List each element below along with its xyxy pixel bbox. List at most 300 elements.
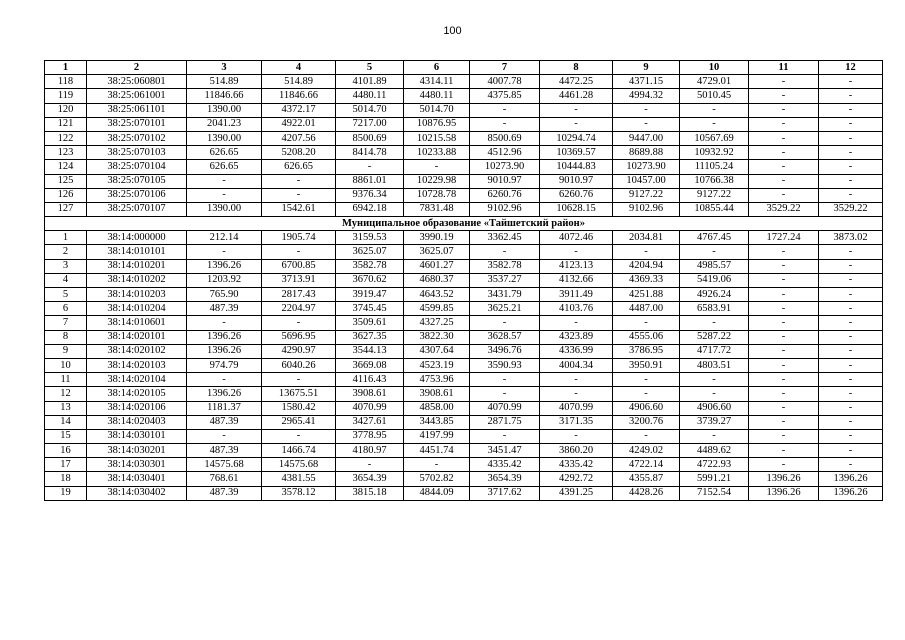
table-cell: - bbox=[749, 444, 819, 458]
table-row bbox=[45, 245, 883, 259]
table-cell: 3431.79 bbox=[470, 288, 540, 302]
table-cell: 1396.26 bbox=[749, 472, 819, 486]
table-cell: 15 bbox=[45, 429, 87, 443]
table-cell: 3911.49 bbox=[540, 288, 613, 302]
table-cell: - bbox=[819, 401, 883, 415]
table-cell: - bbox=[819, 358, 883, 372]
table-row bbox=[45, 103, 883, 117]
table-cell: 38:14:020403 bbox=[87, 415, 187, 429]
table-cell: - bbox=[262, 188, 336, 202]
table-cell: - bbox=[187, 316, 262, 330]
table-cell: 38:25:070107 bbox=[87, 202, 187, 216]
table-cell: 3578.12 bbox=[262, 486, 336, 500]
table-cell: - bbox=[749, 245, 819, 259]
table-cell: 4523.19 bbox=[404, 358, 470, 372]
table-cell: 1390.00 bbox=[187, 202, 262, 216]
table-cell: 3786.95 bbox=[613, 344, 680, 358]
table-cell: 8689.88 bbox=[613, 146, 680, 160]
table-cell: - bbox=[540, 387, 613, 401]
table-cell: 38:14:010204 bbox=[87, 302, 187, 316]
table-cell: - bbox=[680, 316, 749, 330]
table-cell: 4803.51 bbox=[680, 358, 749, 372]
table-cell: 2204.97 bbox=[262, 302, 336, 316]
table-cell: 4906.60 bbox=[613, 401, 680, 415]
table-cell: - bbox=[613, 316, 680, 330]
table-cell: 2041.23 bbox=[187, 117, 262, 131]
table-cell: - bbox=[749, 174, 819, 188]
table-cell: 5702.82 bbox=[404, 472, 470, 486]
table-cell: 4480.11 bbox=[336, 89, 404, 103]
table-cell: - bbox=[749, 302, 819, 316]
table-cell: 4480.11 bbox=[404, 89, 470, 103]
table-cell: - bbox=[540, 373, 613, 387]
table-cell: - bbox=[749, 75, 819, 89]
table-cell: 5 bbox=[45, 288, 87, 302]
column-header-5: 5 bbox=[336, 61, 404, 75]
table-cell: 3362.45 bbox=[470, 231, 540, 245]
table-cell: 4643.52 bbox=[404, 288, 470, 302]
table-cell: 4336.99 bbox=[540, 344, 613, 358]
table-cell: 4487.00 bbox=[613, 302, 680, 316]
table-cell: - bbox=[187, 429, 262, 443]
table-row bbox=[45, 89, 883, 103]
table-cell: - bbox=[819, 259, 883, 273]
table-cell: 4004.34 bbox=[540, 358, 613, 372]
table-cell: 38:14:010101 bbox=[87, 245, 187, 259]
table-cell: 4906.60 bbox=[680, 401, 749, 415]
table-cell: 1 bbox=[45, 231, 87, 245]
table-cell: 4722.14 bbox=[613, 458, 680, 472]
table-row bbox=[45, 344, 883, 358]
table-cell: 38:25:061001 bbox=[87, 89, 187, 103]
table-cell: 10444.83 bbox=[540, 160, 613, 174]
table-row bbox=[45, 188, 883, 202]
table-cell: 38:14:010202 bbox=[87, 273, 187, 287]
table-cell: - bbox=[680, 373, 749, 387]
table-cell: 38:25:070102 bbox=[87, 131, 187, 145]
table-cell: 3908.61 bbox=[336, 387, 404, 401]
table-cell: - bbox=[819, 160, 883, 174]
table-cell: 4 bbox=[45, 273, 87, 287]
table-cell: 4858.00 bbox=[404, 401, 470, 415]
table-cell: 3717.62 bbox=[470, 486, 540, 500]
table-cell: 5010.45 bbox=[680, 89, 749, 103]
table-cell: 1396.26 bbox=[187, 330, 262, 344]
table-cell: 38:25:070101 bbox=[87, 117, 187, 131]
table-cell: 6260.76 bbox=[540, 188, 613, 202]
table-cell: 38:14:010201 bbox=[87, 259, 187, 273]
table-cell: 11 bbox=[45, 373, 87, 387]
table-cell: - bbox=[680, 429, 749, 443]
column-header-6: 6 bbox=[404, 61, 470, 75]
table-cell: 487.39 bbox=[187, 302, 262, 316]
table-cell: 118 bbox=[45, 75, 87, 89]
table-cell: 5014.70 bbox=[404, 103, 470, 117]
table-row bbox=[45, 146, 883, 160]
table-cell: 19 bbox=[45, 486, 87, 500]
table-cell: 38:14:030201 bbox=[87, 444, 187, 458]
table-cell: 1466.74 bbox=[262, 444, 336, 458]
table-cell: - bbox=[819, 387, 883, 401]
table-cell: 38:14:010203 bbox=[87, 288, 187, 302]
table-cell: - bbox=[540, 117, 613, 131]
table-cell: 6040.26 bbox=[262, 358, 336, 372]
table-cell: 3443.85 bbox=[404, 415, 470, 429]
table-cell: 487.39 bbox=[187, 444, 262, 458]
table-cell: 12 bbox=[45, 387, 87, 401]
table-cell: 3950.91 bbox=[613, 358, 680, 372]
table-cell: 8861.01 bbox=[336, 174, 404, 188]
table-cell: 4381.55 bbox=[262, 472, 336, 486]
table-cell: 4926.24 bbox=[680, 288, 749, 302]
table-cell: 4391.25 bbox=[540, 486, 613, 500]
table-cell: 3628.57 bbox=[470, 330, 540, 344]
table-cell: 125 bbox=[45, 174, 87, 188]
table-cell: 4451.74 bbox=[404, 444, 470, 458]
table-cell: - bbox=[613, 117, 680, 131]
table-cell: 1396.26 bbox=[187, 344, 262, 358]
column-header-1: 1 bbox=[45, 61, 87, 75]
table-cell: - bbox=[749, 387, 819, 401]
column-header-9: 9 bbox=[613, 61, 680, 75]
table-cell: 10457.00 bbox=[613, 174, 680, 188]
table-cell: - bbox=[749, 316, 819, 330]
table-cell: 3873.02 bbox=[819, 231, 883, 245]
table-cell: 127 bbox=[45, 202, 87, 216]
table-cell: - bbox=[819, 302, 883, 316]
table-cell: 3919.47 bbox=[336, 288, 404, 302]
table-cell: - bbox=[470, 429, 540, 443]
table-cell: 10932.92 bbox=[680, 146, 749, 160]
table-cell: 3745.45 bbox=[336, 302, 404, 316]
table-cell: 2 bbox=[45, 245, 87, 259]
table-cell: 3427.61 bbox=[336, 415, 404, 429]
table-cell: 3778.95 bbox=[336, 429, 404, 443]
table-row bbox=[45, 401, 883, 415]
table-cell: 6700.85 bbox=[262, 259, 336, 273]
table-cell: 6942.18 bbox=[336, 202, 404, 216]
table-cell: - bbox=[680, 387, 749, 401]
table-cell: 4290.97 bbox=[262, 344, 336, 358]
table-cell: - bbox=[404, 458, 470, 472]
table-row bbox=[45, 387, 883, 401]
table-cell: 4007.78 bbox=[470, 75, 540, 89]
table-cell: 2965.41 bbox=[262, 415, 336, 429]
table-cell: - bbox=[819, 174, 883, 188]
table-cell: 3654.39 bbox=[470, 472, 540, 486]
table-cell: - bbox=[819, 75, 883, 89]
table-cell: 10 bbox=[45, 358, 87, 372]
table-row bbox=[45, 259, 883, 273]
table-cell: 3 bbox=[45, 259, 87, 273]
table-cell: - bbox=[749, 103, 819, 117]
table-row bbox=[45, 131, 883, 145]
table-cell: 4197.99 bbox=[404, 429, 470, 443]
table-cell: - bbox=[819, 288, 883, 302]
table-cell: 1203.92 bbox=[187, 273, 262, 287]
table-cell: 4323.89 bbox=[540, 330, 613, 344]
table-cell: 514.89 bbox=[187, 75, 262, 89]
table-cell: 4680.37 bbox=[404, 273, 470, 287]
table-cell: 1580.42 bbox=[262, 401, 336, 415]
table-cell: 38:25:070103 bbox=[87, 146, 187, 160]
table-row bbox=[45, 160, 883, 174]
table-row bbox=[45, 373, 883, 387]
table-cell: 2034.81 bbox=[613, 231, 680, 245]
table-cell: - bbox=[749, 188, 819, 202]
table-cell: 4428.26 bbox=[613, 486, 680, 500]
table-cell: - bbox=[819, 415, 883, 429]
table-cell: 4307.64 bbox=[404, 344, 470, 358]
table-cell: 10229.98 bbox=[404, 174, 470, 188]
table-cell: - bbox=[749, 89, 819, 103]
table-cell: - bbox=[336, 458, 404, 472]
table-cell: 4070.99 bbox=[336, 401, 404, 415]
table-cell: - bbox=[262, 174, 336, 188]
table-cell: 16 bbox=[45, 444, 87, 458]
table-cell: 3627.35 bbox=[336, 330, 404, 344]
table-cell: 10628.15 bbox=[540, 202, 613, 216]
table-cell: - bbox=[749, 131, 819, 145]
table-cell: 124 bbox=[45, 160, 87, 174]
table-cell: - bbox=[819, 373, 883, 387]
table-cell: 3625.07 bbox=[404, 245, 470, 259]
table-cell: 4249.02 bbox=[613, 444, 680, 458]
table-cell: 1390.00 bbox=[187, 131, 262, 145]
table-cell: - bbox=[819, 188, 883, 202]
table-cell: 38:14:020103 bbox=[87, 358, 187, 372]
table-cell: 3625.21 bbox=[470, 302, 540, 316]
table-cell: 9127.22 bbox=[680, 188, 749, 202]
header-row bbox=[45, 61, 883, 75]
table-cell: 4729.01 bbox=[680, 75, 749, 89]
table-cell: 38:14:000000 bbox=[87, 231, 187, 245]
table-cell: 3590.93 bbox=[470, 358, 540, 372]
table-cell: 626.65 bbox=[187, 146, 262, 160]
table-cell: - bbox=[262, 316, 336, 330]
table-cell: 2817.43 bbox=[262, 288, 336, 302]
table-cell: 768.61 bbox=[187, 472, 262, 486]
table-cell: 8500.69 bbox=[470, 131, 540, 145]
column-header-7: 7 bbox=[470, 61, 540, 75]
table-cell: 10215.58 bbox=[404, 131, 470, 145]
table-cell: 123 bbox=[45, 146, 87, 160]
table-row bbox=[45, 415, 883, 429]
table-cell: 38:25:070104 bbox=[87, 160, 187, 174]
table-cell: 3509.61 bbox=[336, 316, 404, 330]
table-cell: 10567.69 bbox=[680, 131, 749, 145]
table-cell: - bbox=[819, 344, 883, 358]
table-cell: 9 bbox=[45, 344, 87, 358]
table-cell: 1727.24 bbox=[749, 231, 819, 245]
table-cell: - bbox=[819, 103, 883, 117]
table-cell: 38:25:060801 bbox=[87, 75, 187, 89]
table-cell: 3670.62 bbox=[336, 273, 404, 287]
table-cell: 17 bbox=[45, 458, 87, 472]
table-cell: 9102.96 bbox=[470, 202, 540, 216]
table-row bbox=[45, 486, 883, 500]
table-cell: 1396.26 bbox=[819, 472, 883, 486]
table-row bbox=[45, 316, 883, 330]
table-cell: 514.89 bbox=[262, 75, 336, 89]
table-cell: - bbox=[187, 245, 262, 259]
table-row bbox=[45, 273, 883, 287]
table-cell: - bbox=[749, 344, 819, 358]
table-cell: 3739.27 bbox=[680, 415, 749, 429]
table-cell: 7152.54 bbox=[680, 486, 749, 500]
data-table bbox=[44, 60, 883, 501]
table-row bbox=[45, 429, 883, 443]
table-cell: 4101.89 bbox=[336, 75, 404, 89]
table-cell: 10273.90 bbox=[470, 160, 540, 174]
table-cell: - bbox=[336, 160, 404, 174]
table-cell: 3159.53 bbox=[336, 231, 404, 245]
table-cell: 4375.85 bbox=[470, 89, 540, 103]
table-row bbox=[45, 117, 883, 131]
table-cell: 10876.95 bbox=[404, 117, 470, 131]
table-row bbox=[45, 288, 883, 302]
table-cell: 487.39 bbox=[187, 486, 262, 500]
table-cell: 38:14:020105 bbox=[87, 387, 187, 401]
section-row bbox=[45, 217, 883, 231]
table-cell: - bbox=[613, 387, 680, 401]
table-cell: - bbox=[540, 245, 613, 259]
table-cell: 4070.99 bbox=[540, 401, 613, 415]
table-cell: 9010.97 bbox=[470, 174, 540, 188]
table-cell: 3171.35 bbox=[540, 415, 613, 429]
table-cell: - bbox=[749, 458, 819, 472]
table-cell: 14575.68 bbox=[187, 458, 262, 472]
table-cell: - bbox=[749, 117, 819, 131]
section-title: Муниципальное образование «Тайшетский район» bbox=[45, 217, 883, 231]
table-cell: - bbox=[749, 358, 819, 372]
table-cell: 38:14:030402 bbox=[87, 486, 187, 500]
table-cell: 5014.70 bbox=[336, 103, 404, 117]
table-cell: 3669.08 bbox=[336, 358, 404, 372]
table-cell: 5696.95 bbox=[262, 330, 336, 344]
table-cell: 119 bbox=[45, 89, 87, 103]
table-row bbox=[45, 302, 883, 316]
table-cell: 3625.07 bbox=[336, 245, 404, 259]
table-cell: 6260.76 bbox=[470, 188, 540, 202]
table-cell: 13 bbox=[45, 401, 87, 415]
table-cell: 10294.74 bbox=[540, 131, 613, 145]
table-cell: 38:14:030401 bbox=[87, 472, 187, 486]
table-cell: 487.39 bbox=[187, 415, 262, 429]
table-cell: 10728.78 bbox=[404, 188, 470, 202]
table-row bbox=[45, 231, 883, 245]
table-cell: 3822.30 bbox=[404, 330, 470, 344]
table-cell: - bbox=[749, 259, 819, 273]
table-cell: - bbox=[187, 188, 262, 202]
table-cell: 8 bbox=[45, 330, 87, 344]
table-cell: 9127.22 bbox=[613, 188, 680, 202]
table-cell: - bbox=[470, 103, 540, 117]
table-cell: - bbox=[187, 174, 262, 188]
table-cell: 4335.42 bbox=[470, 458, 540, 472]
table-cell: 3200.76 bbox=[613, 415, 680, 429]
table-cell: 38:14:020101 bbox=[87, 330, 187, 344]
column-header-12: 12 bbox=[819, 61, 883, 75]
table-cell: 1905.74 bbox=[262, 231, 336, 245]
table-cell: 9102.96 bbox=[613, 202, 680, 216]
table-cell: 121 bbox=[45, 117, 87, 131]
table-cell: 4512.96 bbox=[470, 146, 540, 160]
table-cell: 5208.20 bbox=[262, 146, 336, 160]
table-row bbox=[45, 458, 883, 472]
table-cell: 4103.76 bbox=[540, 302, 613, 316]
table-cell: 38:14:030101 bbox=[87, 429, 187, 443]
table-cell: - bbox=[749, 373, 819, 387]
table-cell: 4489.62 bbox=[680, 444, 749, 458]
table-cell: 38:14:020102 bbox=[87, 344, 187, 358]
table-cell: 626.65 bbox=[262, 160, 336, 174]
table-cell: 4207.56 bbox=[262, 131, 336, 145]
table-cell: - bbox=[613, 373, 680, 387]
table-cell: 1542.61 bbox=[262, 202, 336, 216]
table-cell: - bbox=[404, 160, 470, 174]
table-cell: 4072.46 bbox=[540, 231, 613, 245]
table-row bbox=[45, 174, 883, 188]
table-cell: 4355.87 bbox=[613, 472, 680, 486]
table-cell: 4844.09 bbox=[404, 486, 470, 500]
table-cell: - bbox=[749, 146, 819, 160]
table-cell: - bbox=[819, 131, 883, 145]
table-cell: - bbox=[819, 117, 883, 131]
table-cell: - bbox=[540, 103, 613, 117]
page-number: 100 bbox=[443, 25, 462, 37]
table-cell: - bbox=[680, 245, 749, 259]
table-cell: 4985.57 bbox=[680, 259, 749, 273]
table-cell: 4116.43 bbox=[336, 373, 404, 387]
table-cell: 4372.17 bbox=[262, 103, 336, 117]
table-cell: 3654.39 bbox=[336, 472, 404, 486]
table-cell: 9010.97 bbox=[540, 174, 613, 188]
table-cell: - bbox=[187, 373, 262, 387]
table-cell: 765.90 bbox=[187, 288, 262, 302]
table-cell: 1396.26 bbox=[819, 486, 883, 500]
table-row bbox=[45, 444, 883, 458]
table-cell: 1390.00 bbox=[187, 103, 262, 117]
table-row bbox=[45, 202, 883, 216]
table-cell: 4767.45 bbox=[680, 231, 749, 245]
table-cell: 10233.88 bbox=[404, 146, 470, 160]
table-cell: 4369.33 bbox=[613, 273, 680, 287]
table-cell: 3990.19 bbox=[404, 231, 470, 245]
table-cell: 4314.11 bbox=[404, 75, 470, 89]
table-cell: 14 bbox=[45, 415, 87, 429]
column-header-10: 10 bbox=[680, 61, 749, 75]
table-cell: 5287.22 bbox=[680, 330, 749, 344]
table-cell: 38:14:010601 bbox=[87, 316, 187, 330]
table-cell: - bbox=[749, 401, 819, 415]
table-cell: 3537.27 bbox=[470, 273, 540, 287]
table-cell: 38:25:070106 bbox=[87, 188, 187, 202]
table-cell: - bbox=[470, 316, 540, 330]
table-cell: 9447.00 bbox=[613, 131, 680, 145]
table-cell: 11846.66 bbox=[187, 89, 262, 103]
table-cell: 4753.96 bbox=[404, 373, 470, 387]
table-cell: 6583.91 bbox=[680, 302, 749, 316]
table-cell: 38:14:020106 bbox=[87, 401, 187, 415]
table-cell: 3544.13 bbox=[336, 344, 404, 358]
table-cell: 1396.26 bbox=[749, 486, 819, 500]
table-cell: - bbox=[680, 103, 749, 117]
table-cell: - bbox=[819, 458, 883, 472]
table-cell: 7831.48 bbox=[404, 202, 470, 216]
table-cell: 3908.61 bbox=[404, 387, 470, 401]
table-cell: - bbox=[819, 89, 883, 103]
